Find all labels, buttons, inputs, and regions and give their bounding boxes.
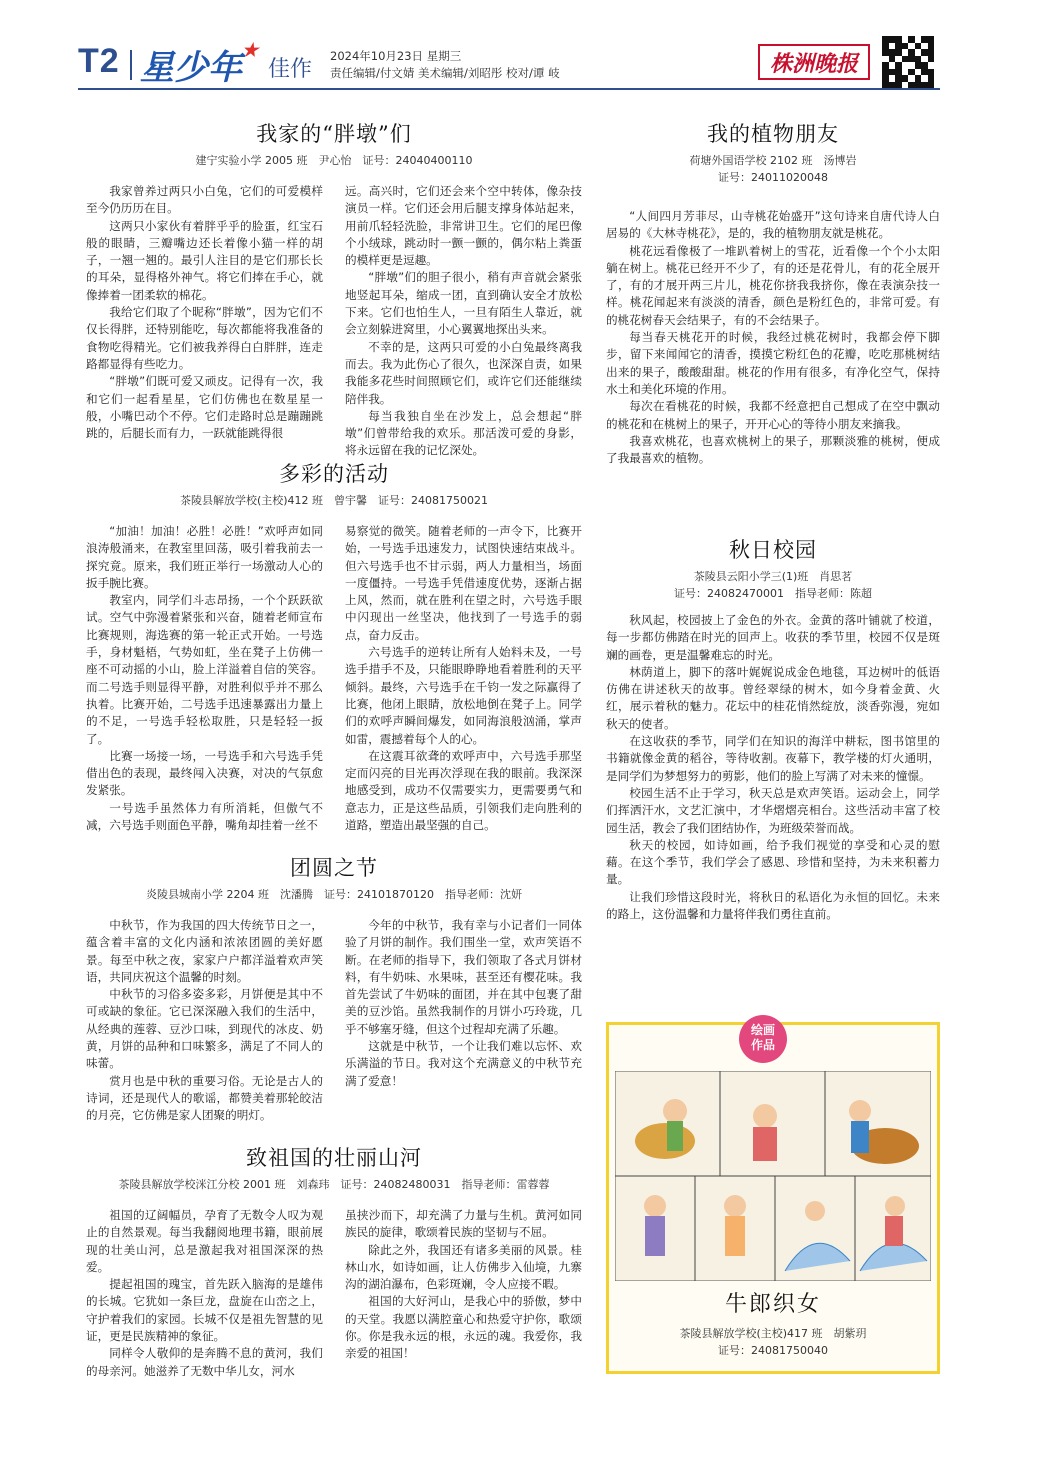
artwork-box bbox=[606, 1022, 940, 1374]
header-rule bbox=[78, 88, 940, 90]
artwork-badge bbox=[739, 1015, 787, 1063]
article-column-right bbox=[345, 523, 582, 834]
article-title: 致祖国的壮丽山河 bbox=[246, 1146, 422, 1170]
article-column-right bbox=[345, 917, 582, 1125]
section-brand bbox=[140, 40, 258, 89]
paragraph: “人间四月芳菲尽，山寺桃花始盛开”这句诗来自唐代诗人白居易的《大林寺桃花》，是的，我的植物朋友就是桃花。 bbox=[606, 209, 940, 241]
article-motherland bbox=[86, 1142, 582, 1380]
editors-line: 责任编辑/付文婧 美术编辑/刘昭彤 校对/谭 岐 bbox=[330, 66, 560, 80]
section-subtitle: 佳作 bbox=[268, 57, 313, 82]
article-reunion-festival bbox=[86, 852, 582, 1125]
brand-text: 星少年 bbox=[140, 48, 242, 88]
article-byline: 荷塘外国语学校 2102 班 汤博岩 bbox=[689, 154, 857, 167]
paragraph: 在这震耳欲聋的欢呼声中，六号选手那坚定而闪亮的目光再次浮现在我的眼前。我深深地感受到，成功不仅需要实力，更需要勇气和意志力，正是这些品质，引领我们走向胜利的道路，塑造出最坚强的自己。 bbox=[345, 748, 582, 833]
article-column-left bbox=[86, 917, 323, 1125]
paragraph: “胖墩”们的胆子很小，稍有声音就会紧张地竖起耳朵，缩成一团，直到确认安全才放松下来。它们也怕生人，一旦有陌生人靠近，就会立刻躲进窝里，小心翼翼地探出头来。 bbox=[345, 270, 582, 337]
article-byline: 建宁实验小学 2005 班 尹心怡 证号：24040400110 bbox=[195, 154, 473, 167]
paragraph: 赏月也是中秋的重要习俗。无论是古人的诗词，还是现代人的歌谣，都赞美着那轮皎洁的月亮，它仿佛是家人团聚的明灯。 bbox=[86, 1073, 323, 1123]
paragraph: 祖国的辽阔幅员，孕育了无数令人叹为观止的自然景观。每当我翻阅地理书籍，眼前展现的壮美山河，总是激起我对祖国深深的热爱。 bbox=[86, 1208, 323, 1274]
paragraph: 虽挟沙而下，却充满了力量与生机。黄河如同族民的旋律，歌颂着民族的坚韧与不屈。 bbox=[345, 1208, 582, 1240]
paragraph: 提起祖国的瑰宝，首先跃入脑海的是雄伟的长城。它犹如一条巨龙，盘旋在山峦之上，守护着我们的家园。长城不仅是祖先智慧的见证，更是民族精神的象征。 bbox=[86, 1277, 323, 1344]
paragraph: 这两只小家伙有着胖乎乎的脸蛋，红宝石般的眼睛，三瓣嘴边还长着像小猫一样的胡子，一翘一翘的。最引人注目的是它们那长长的耳朵，显得格外神气。将它们捧在手心，就像捧着一团柔软的棉花。 bbox=[86, 218, 323, 302]
paragraph: 教室内，同学们斗志昂扬，一个个跃跃欲试。空气中弥漫着紧张和兴奋，随着老师宣布比赛规则，海选赛的第一轮正式开始。一号选手，身材魁梧，气势如虹，坐在凳子上仿佛一座不可动摇的小山，脸上洋溢着自信的笑容。而二号选手则显得平静，对胜利似乎并不那么执着。比赛开始，二号选手迅速暴露出力量上的不足，一号选手轻松取胜，只是轻轻一扳了。 bbox=[86, 593, 323, 746]
paragraph: 除此之外，我国还有诸多美丽的风景。桂林山水，如诗如画，让人仿佛步入仙境，九寨沟的湖泊瀑布，色彩斑斓，令人应接不暇。 bbox=[345, 1242, 582, 1292]
paragraph: 秋风起，校园披上了金色的外衣。金黄的落叶铺就了校道，每一步都仿佛踏在时光的回声上。收获的季节里，校园不仅是斑斓的画卷，更是温馨难忘的时光。 bbox=[606, 613, 940, 662]
paragraph: 同样令人敬仰的是奔腾不息的黄河，我们的母亲河。她滋养了无数中华儿女，河水 bbox=[86, 1346, 323, 1378]
paragraph: 中秋节的习俗多姿多彩，月饼便是其中不可或缺的象征。它已深深融入我们的生活中，从经典的莲蓉、豆沙口味，到现代的冰皮、奶黄，月饼的品种和口味繁多，满足了不同人的味蕾。 bbox=[86, 987, 323, 1071]
paragraph: 秋天的校园，如诗如画，给予我们视觉的享受和心灵的慰藉。在这个季节，我们学会了感恩、珍惜和坚持，为未来积蓄力量。 bbox=[606, 837, 940, 887]
article-title: 秋日校园 bbox=[729, 538, 817, 562]
issue-date: 2024年10月23日 星期三 bbox=[330, 49, 462, 63]
paragraph: 桃花远看像极了一堆趴着树上的雪花，近看像一个个小太阳躺在树上。桃花已经开不少了，有的还是花骨儿，有的花全展开了，有的才展开两三片儿，桃花你挤我我挤你，像在表演杂技一样。桃花闻起来有淡淡的清香，颜色是粉红色的，非常可爱。有的桃花树春天会结果子，有的不会结果子。 bbox=[606, 243, 940, 327]
badge-line: 作品 bbox=[750, 1038, 775, 1052]
header-meta bbox=[330, 48, 560, 82]
painting-icon bbox=[615, 1071, 931, 1281]
badge-line: 绘画 bbox=[750, 1023, 775, 1037]
paragraph: 我喜欢桃花，也喜欢桃树上的果子，那颗淡雅的桃树，便成了我最喜欢的植物。 bbox=[606, 433, 940, 466]
paragraph: 这就是中秋节，一个让我们难以忘怀、欢乐满溢的节日。我对这个充满意义的中秋节充满了爱意！ bbox=[345, 1039, 582, 1088]
paragraph: 今年的中秋节，我有幸与小记者们一同体验了月饼的制作。我们围坐一堂，欢声笑语不断。在老师的指导下，我们领取了各式月饼材料，有牛奶味、水果味，甚至还有樱花味。我首先尝试了牛奶味的面团，并在其中包裹了甜美的豆沙馅。虽然我制作的月饼小巧玲珑，几乎不够塞牙缝，但这个过程却充满了乐趣。 bbox=[345, 918, 582, 1036]
paragraph: 林荫道上，脚下的落叶娓娓说成金色地毯，耳边树叶的低语仿佛在讲述秋天的故事。曾经翠绿的树木，如今身着金黄、火红，展示着秋的魅力。花坛中的桂花悄然绽放，淡香弥漫，宛如秋天的使者。 bbox=[606, 664, 940, 731]
paragraph: 我给它们取了个昵称“胖墩”，因为它们不仅长得胖，还特别能吃，每次都能将我准备的食物吃得精光。它们被我养得白白胖胖，连走路都显得有些吃力。 bbox=[86, 305, 323, 371]
article-byline: 炎陵县城南小学 2204 班 沈潘腾 证号：24101870120 指导老师：沈妍 bbox=[146, 888, 522, 901]
artwork-title: 牛郎织女 bbox=[724, 1292, 821, 1317]
paragraph: 远。高兴时，它们还会来个空中转体，像杂技演员一样。它们还会用后腿支撑身体站起来，用前爪轻轻洗脸，非常讲卫生。它们的尾巴像个小绒球，跳动时一颤一颤的，偶尔粘上粪蛋的模样更是逗趣。 bbox=[345, 184, 582, 268]
header-divider bbox=[130, 50, 132, 80]
page-header bbox=[78, 38, 940, 90]
paragraph: 易察觉的微笑。随着老师的一声令下，比赛开始，一号选手迅速发力，试图快速结束战斗。但六号选手也不甘示弱，两人力量相当，场面一度僵持。一号选手凭借速度优势，逐渐占据上风，然而，就在胜利在望之时，六号选手眼中闪现出一丝坚决，他找到了一号选手的弱点，奋力反击。 bbox=[345, 524, 582, 642]
article-title: 团圆之节 bbox=[290, 856, 378, 880]
paragraph: 在这收获的季节，同学们在知识的海洋中耕耘，图书馆里的书籍就像金黄的稻谷，等待收割。夜幕下，教学楼的灯火通明，是同学们为梦想努力的剪影，他们的脸上写满了对未来的憧憬。 bbox=[606, 734, 940, 783]
qr-code-icon[interactable] bbox=[882, 36, 934, 88]
paragraph: 每次在看桃花的时候，我都不经意把自己想成了在空中飘动的桃花和在桃树上的果子，开开心心的等待小朋友来摘我。 bbox=[606, 399, 940, 431]
paragraph: 中秋节，作为我国的四大传统节日之一，蕴含着丰富的文化内涵和浓浓团圆的美好愿景。每至中秋之夜，家家户户都洋溢着欢声笑语，共同庆祝这个温馨的时刻。 bbox=[86, 918, 323, 984]
article-id: 证号：24082470001 指导老师：陈超 bbox=[674, 587, 872, 600]
logo-text: 株洲晚报 bbox=[769, 50, 858, 77]
paragraph: 每当春天桃花开的时候，我经过桃花树时，我都会停下脚步，留下来闻闻它的清香，摸摸它粉红色的花瓣，吃吃那桃树结出来的果子，酸酸甜甜。桃花的作用有很多，有净化空气，保持水土和美化环境的作用。 bbox=[606, 330, 940, 396]
article-id: 证号：24011020048 bbox=[718, 171, 828, 184]
paragraph: 我家曾养过两只小白兔，它们的可爱模样至今仍历历在目。 bbox=[86, 184, 323, 216]
article-title: 多彩的活动 bbox=[279, 462, 389, 486]
article-body bbox=[606, 208, 940, 467]
paragraph: 校园生活不止于学习，秋天总是欢声笑语。运动会上，同学们挥洒汗水，文艺汇演中，才华熠熠亮相台。这些活动丰富了校园生活，教会了我们团结协作，为班级荣誉而战。 bbox=[606, 785, 940, 835]
article-column-left bbox=[86, 523, 323, 834]
artwork-author: 茶陵县解放学校(主校)417 班 胡紫玥 bbox=[679, 1327, 867, 1340]
article-plant-friend bbox=[606, 118, 940, 467]
article-column-left bbox=[86, 183, 323, 460]
article-byline: 茶陵县解放学校洣江分校 2001 班 刘森玮 证号：24082480031 指导老师：雷蓉蓉 bbox=[118, 1178, 550, 1191]
paragraph: “加油！加油！必胜！必胜！”欢呼声如同浪涛般涌来，在教室里回荡，吸引着我前去一探究竟。原来，我们班正举行一场激动人心的扳手腕比赛。 bbox=[86, 524, 323, 590]
article-column-left bbox=[86, 1207, 323, 1380]
paragraph: 不幸的是，这两只可爱的小白兔最终离我而去。我为此伤心了很久，也深深自责，如果我能多花些时间照顾它们，或许它们还能继续陪伴我。 bbox=[345, 339, 582, 406]
article-autumn-campus bbox=[606, 534, 940, 923]
article-fat-bunnies bbox=[86, 118, 582, 460]
article-column-right bbox=[345, 1207, 582, 1380]
article-column-right bbox=[345, 183, 582, 460]
paragraph: “胖墩”们既可爱又顽皮。记得有一次，我和它们一起看星星，它们仿佛也在数星星一般，小嘴巴动个不停。它们走路时总是蹦蹦跳跳的，后腿长而有力，一跃就能跳得很 bbox=[86, 374, 323, 441]
paragraph: 每当我独自坐在沙发上，总会想起“胖墩”们曾带给我的欢乐。那活泼可爱的身影，将永远留在我的记忆深处。 bbox=[345, 408, 582, 458]
paragraph: 让我们珍惜这段时光，将秋日的私语化为永恒的回忆。未来的路上，这份温馨和力量将伴我们勇往直前。 bbox=[606, 889, 940, 922]
newspaper-logo bbox=[758, 44, 870, 80]
article-byline: 茶陵县云阳小学三(1)班 肖思茗 bbox=[693, 570, 853, 583]
article-byline: 茶陵县解放学校(主校)412 班 曾宇馨 证号：24081750021 bbox=[179, 494, 489, 507]
paragraph: 祖国的大好河山，是我心中的骄傲，梦中的天堂。我愿以满腔童心和热爱守护你，歌颂你。你是我永远的根，永远的魂。我爱你，我亲爱的祖国！ bbox=[345, 1294, 582, 1361]
artwork-id: 证号：24081750040 bbox=[718, 1344, 828, 1357]
star-icon: ★ bbox=[242, 40, 259, 61]
article-title: 我家的“胖墩”们 bbox=[256, 122, 412, 146]
paragraph: 六号选手的逆转让所有人始料未及，一号选手措手不及，只能眼睁睁地看着胜利的天平倾斜。最终，六号选手在千钧一发之际赢得了比赛，他闭上眼睛，放松地倒在凳子上。同学们的欢呼声瞬间爆发，如同海浪般汹涌，掌声如雷，震撼着每个人的心。 bbox=[345, 645, 582, 746]
article-body bbox=[606, 612, 940, 923]
paragraph: 比赛一场接一场，一号选手和六号选手凭借出色的表现，最终闯入决赛，对决的气氛愈发紧张。 bbox=[86, 748, 323, 798]
page-number: T2 bbox=[78, 42, 120, 80]
artwork-byline bbox=[609, 1325, 937, 1359]
article-title: 我的植物朋友 bbox=[707, 122, 839, 146]
article-colorful-activity bbox=[86, 458, 582, 834]
paragraph: 一号选手虽然体力有所消耗，但傲气不减，六号选手则面色平静，嘴角却挂着一丝不 bbox=[86, 800, 323, 833]
